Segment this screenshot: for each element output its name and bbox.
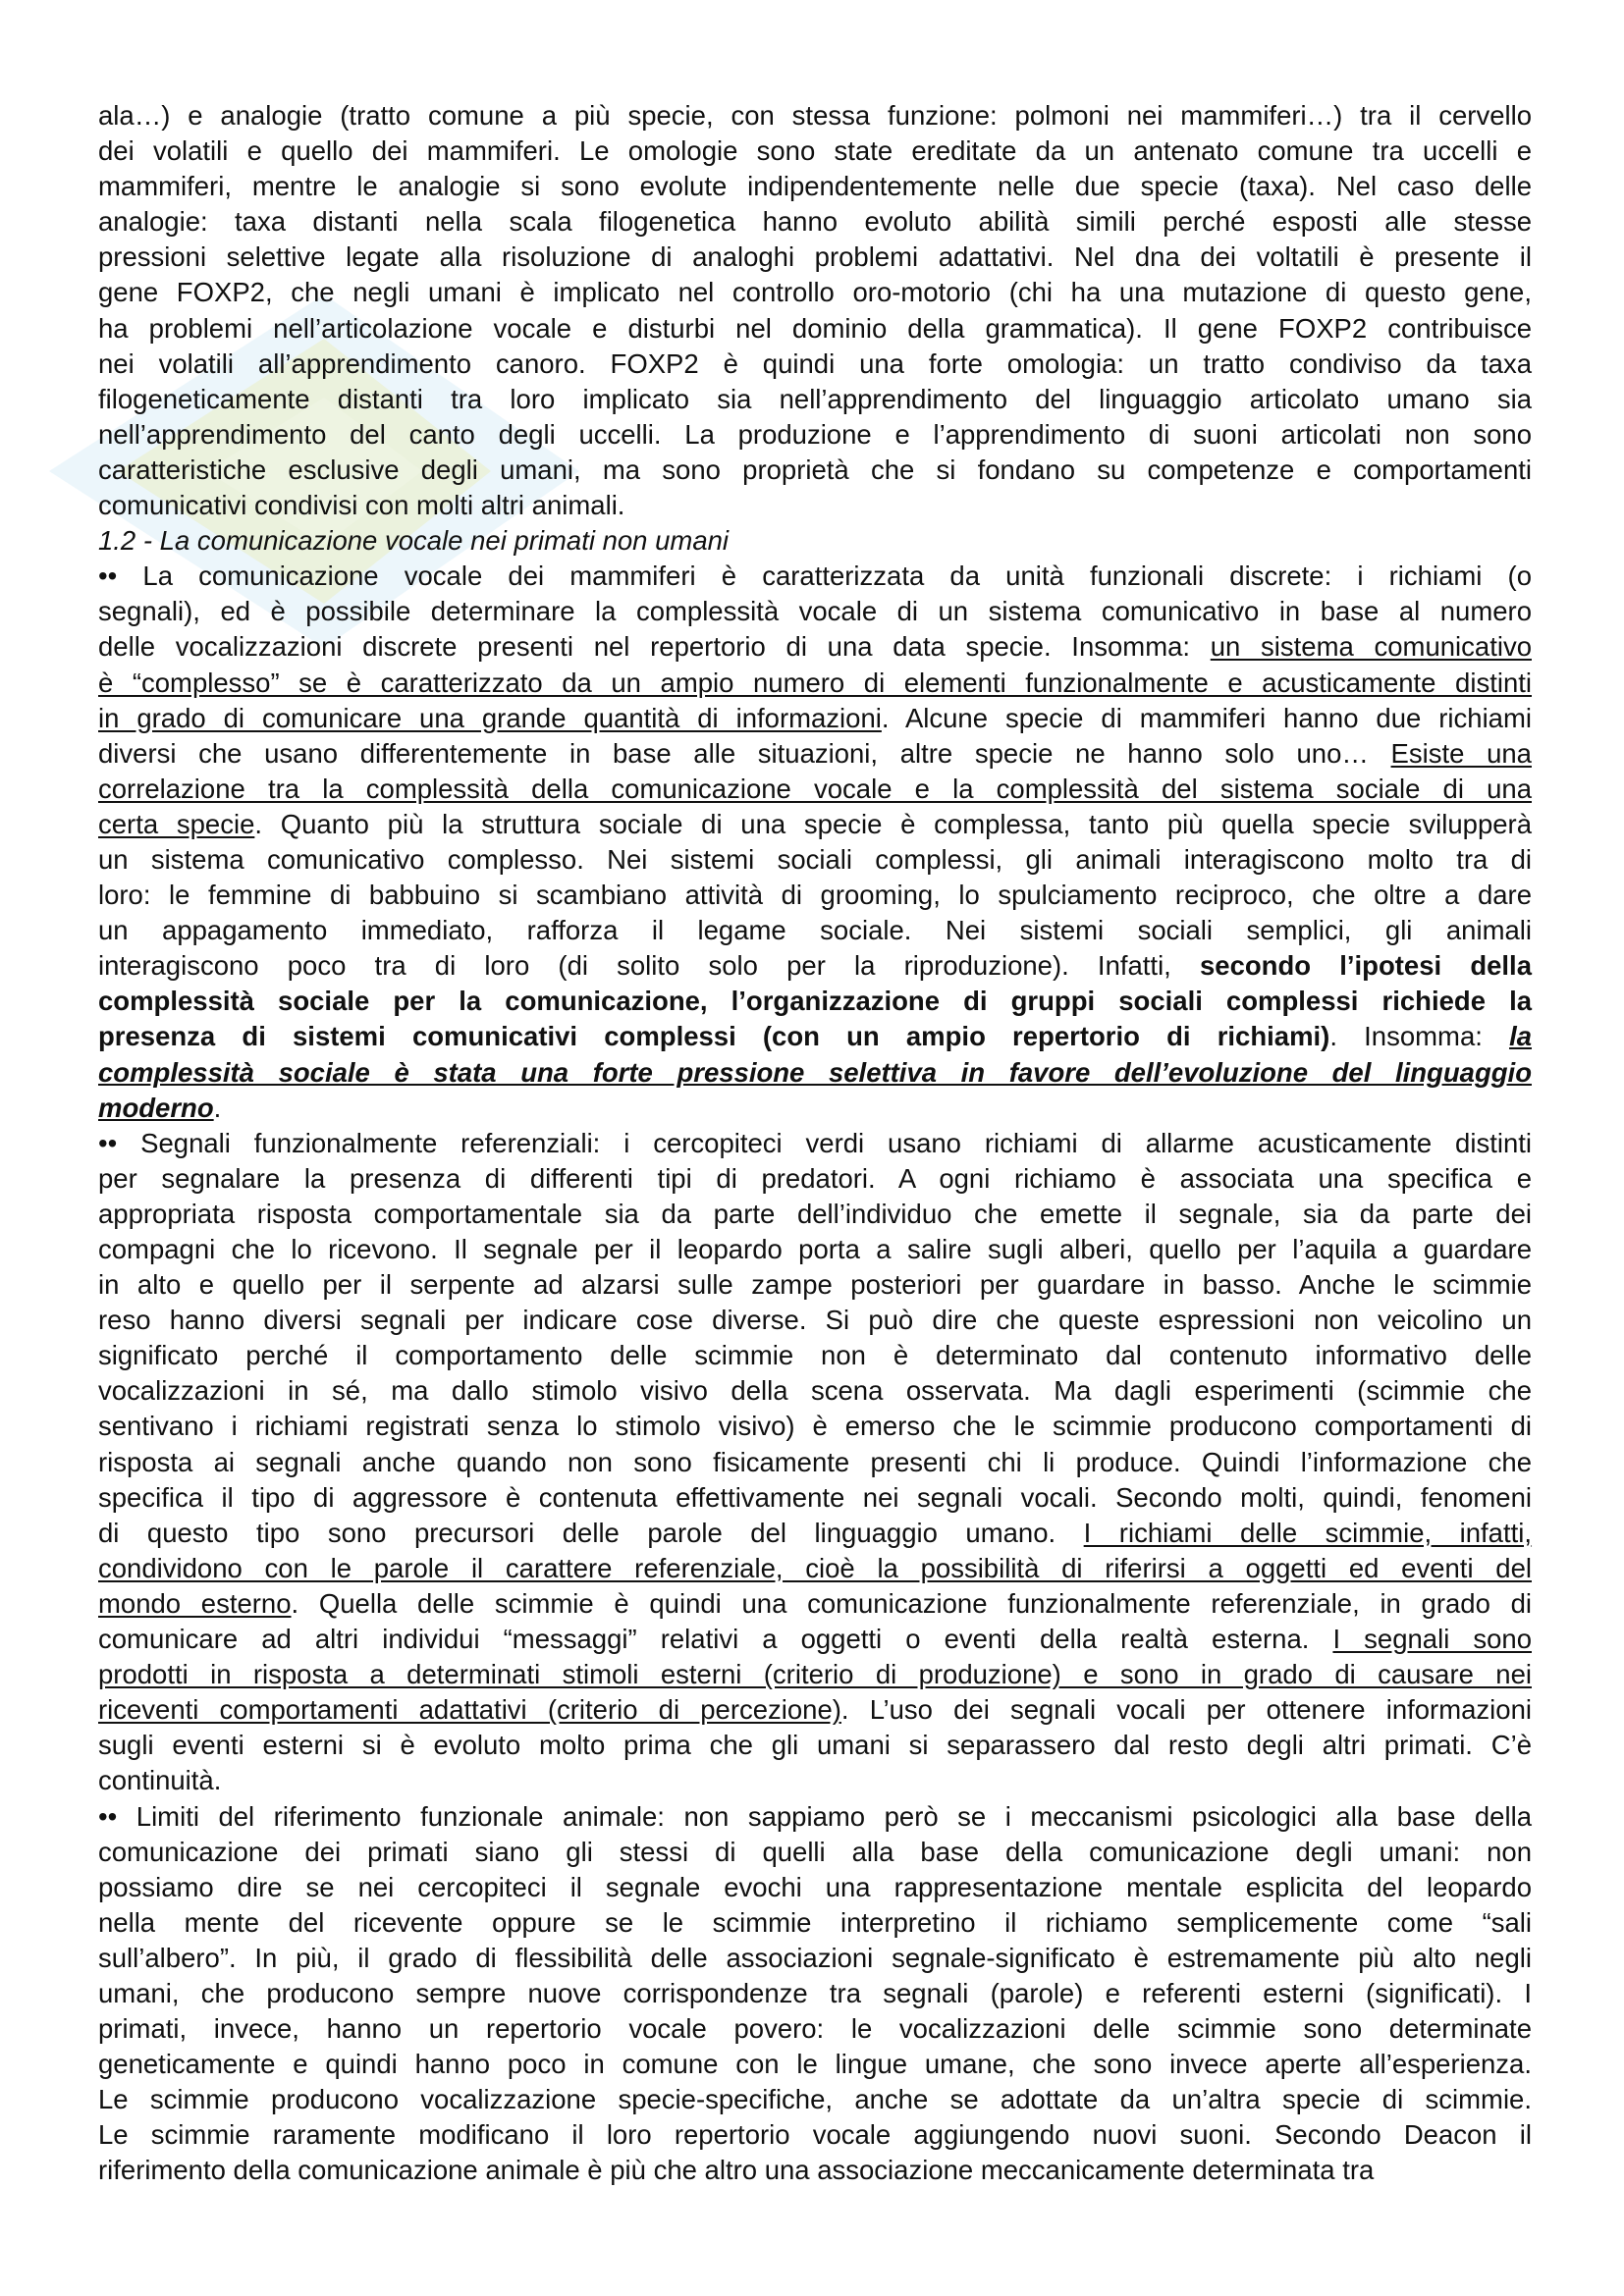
bold-italic-underlined-text: la: [1509, 1021, 1532, 1052]
text-line: [98, 629, 1532, 665]
underlined-text: mondo esterno: [98, 1587, 292, 1619]
text-span: un appagamento immediato, rafforza il legame sociale. Nei sistemi sociali semplici, gli animali: [98, 915, 1532, 946]
text-span: comunicare ad altri individui “messaggi” relativi a oggetti o eventi della realtà esterna.: [98, 1624, 1333, 1655]
text-line: [98, 1373, 1532, 1409]
text-line: [98, 98, 1532, 133]
text-span: ha problemi nell’articolazione vocale e disturbi nel dominio della grammatica). Il gene FOXP2 contribuisce: [98, 312, 1532, 344]
underlined-text: riceventi comportamenti adattativi (criterio di percezione): [98, 1694, 841, 1726]
section-heading: [98, 523, 1532, 559]
text-line: [98, 2117, 1532, 2153]
text-span: un sistema comunicativo complesso. Nei sistemi sociali complessi, gli animali interagiscono molto tra di: [98, 843, 1532, 875]
text-span: analogie: taxa distanti nella scala filogenetica hanno evoluto abilità simili perché esposti alle stesse: [98, 206, 1532, 238]
text-line: [98, 453, 1532, 488]
text-line: [98, 488, 1532, 523]
text-span: riferimento della comunicazione animale è più che altro una associazione meccanicamente determinata tra: [98, 2155, 1375, 2186]
text-span: diversi che usano differentemente in base alle situazioni, altre specie ne hanno solo uno…: [98, 737, 1391, 769]
text-span: primati, invece, hanno un repertorio vocale povero: le vocalizzazioni delle scimmie sono determinate: [98, 2013, 1532, 2045]
bold-italic-underlined-text: moderno: [98, 1092, 214, 1123]
document-page: [98, 98, 1532, 2189]
text-span: specifica il tipo di aggressore è contenuta effettivamente nei segnali vocali. Secondo molti, quindi, fenomeni: [98, 1481, 1532, 1513]
bold-text: secondo l’ipotesi della: [1200, 950, 1532, 982]
text-line: [98, 2153, 1532, 2188]
text-line: [98, 1799, 1532, 1835]
text-span: reso hanno diversi segnali per indicare cose diverse. Si può dire che queste espressioni non veicolino un: [98, 1305, 1532, 1336]
text-line: [98, 1728, 1532, 1763]
text-span: •• La comunicazione vocale dei mammiferi è caratterizzata da unità funzionali discrete: i richiami (o: [98, 561, 1532, 592]
text-line: [98, 736, 1532, 772]
text-span: Le scimmie raramente modificano il loro repertorio vocale aggiungendo nuovi suoni. Secondo Deacon il: [98, 2119, 1532, 2151]
text-line: [98, 1303, 1532, 1338]
text-line: [98, 1763, 1532, 1798]
text-line: [98, 842, 1532, 878]
underlined-text: un sistema comunicativo: [1210, 631, 1532, 663]
text-line: [98, 1161, 1532, 1197]
text-line: [98, 948, 1532, 984]
text-line: [98, 417, 1532, 453]
text-line: [98, 1941, 1532, 1976]
underlined-text: I richiami delle scimmie, infatti,: [1083, 1517, 1533, 1548]
text-span: geneticamente e quindi hanno poco in comune con le lingue umane, che sono invece aperte all’esperienza.: [98, 2049, 1532, 2080]
text-line: [98, 1622, 1532, 1657]
text-line: [98, 1445, 1532, 1480]
text-line: [98, 2011, 1532, 2047]
text-span: segnali), ed è possibile determinare la complessità vocale di un sistema comunicativo in base al numero: [98, 596, 1532, 627]
text-span: 1.2 - La comunicazione vocale nei primati non umani: [98, 525, 730, 557]
text-span: caratteristiche esclusive degli umani, ma sono proprietà che si fondano su competenze e comportamenti: [98, 454, 1532, 485]
text-line: [98, 1551, 1532, 1586]
text-span: per segnalare la presenza di differenti tipi di predatori. A ogni richiamo è associata una specifica e: [98, 1162, 1532, 1194]
text-span: pressioni selettive legate alla risoluzione di analoghi problemi adattativi. Nel dna dei voltatili è presente il: [98, 241, 1532, 273]
text-span: compagni che lo ricevono. Il segnale per il leopardo porta a salire sugli alberi, quello per l’aquila a guardare: [98, 1234, 1532, 1264]
text-line: [98, 1019, 1532, 1054]
text-line: [98, 311, 1532, 347]
text-span: appropriata risposta comportamentale sia da parte dell’individuo che emette il segnale, sia da parte dei: [98, 1198, 1532, 1229]
text-span: nella mente del ricevente oppure se le scimmie interpretino il richiamo semplicemente come “sali: [98, 1906, 1532, 1938]
underlined-text: in grado di comunicare una grande quantità di informazioni: [98, 702, 882, 733]
text-line: [98, 1516, 1532, 1551]
text-span: . Quella delle scimmie è quindi una comunicazione funzionalmente referenziale, in grado di: [291, 1587, 1532, 1619]
text-span: filogeneticamente distanti tra loro implicato sia nell’apprendimento del linguaggio articolato umano sia: [98, 383, 1532, 414]
text-line: [98, 772, 1532, 807]
text-span: nei volatili all’apprendimento canoro. FOXP2 è quindi una forte omologia: un tratto condiviso da taxa: [98, 347, 1532, 379]
text-line: [98, 240, 1532, 275]
text-line: [98, 701, 1532, 736]
text-span: Le scimmie producono vocalizzazione specie-specifiche, anche se adottate da un’altra specie di scimmie.: [98, 2084, 1532, 2115]
text-span: sugli eventi esterni si è evoluto molto prima che gli umani si separassero dal resto degli altri primati. C’è: [98, 1730, 1532, 1761]
text-span: comunicazione dei primati siano gli stessi di quelli alla base della comunicazione degli umani: non: [98, 1836, 1532, 1867]
text-line: [98, 382, 1532, 417]
text-line: [98, 1267, 1532, 1303]
bold-text: complessità sociale per la comunicazione, l’organizzazione di gruppi sociali complessi richiede la: [98, 986, 1532, 1017]
text-line: [98, 1409, 1532, 1444]
text-span: sentivano i richiami registrati senza lo stimolo visivo) è emerso che le scimmie producono comportamenti di: [98, 1411, 1532, 1442]
text-line: [98, 2082, 1532, 2117]
text-span: in alto e quello per il serpente ad alzarsi sulle zampe posteriori per guardare in basso. Anche le scimmie: [98, 1269, 1532, 1301]
text-span: . Alcune specie di mammiferi hanno due richiami: [881, 702, 1532, 733]
bold-text: presenza di sistemi comunicativi complessi (con un ampio repertorio di richiami): [98, 1021, 1330, 1052]
text-line: [98, 1976, 1532, 2011]
text-span: sull’albero”. In più, il grado di flessibilità delle associazioni segnale-significato è estremamente più alto negli: [98, 1942, 1532, 1973]
text-span: delle vocalizzazioni discrete presenti nel repertorio di una data specie. Insomma:: [98, 631, 1211, 663]
text-line: [98, 1055, 1532, 1091]
underlined-text: correlazione tra la complessità della comunicazione vocale e la complessità del sistema sociale di una: [98, 773, 1532, 804]
text-span: mammiferi, mentre le analogie si sono evolute indipendentemente nelle due specie (taxa). Nel caso delle: [98, 171, 1532, 202]
underlined-text: Esiste una: [1390, 737, 1532, 769]
text-line: [98, 984, 1532, 1019]
text-line: [98, 169, 1532, 204]
text-line: [98, 1835, 1532, 1870]
underlined-text: I segnali sono: [1332, 1624, 1532, 1655]
text-line: [98, 913, 1532, 948]
underlined-text: è “complesso” se è caratterizzato da un ampio numero di elementi funzionalmente e acusticamente distinti: [98, 667, 1532, 698]
text-span: . Insomma:: [1329, 1021, 1510, 1052]
text-span: possiamo dire se nei cercopiteci il segnale evochi una rappresentazione mentale esplicita del leopardo: [98, 1871, 1532, 1902]
text-span: •• Segnali funzionalmente referenziali: i cercopiteci verdi usano richiami di allarme acusticamente distinti: [98, 1127, 1532, 1158]
text-line: [98, 1338, 1532, 1373]
text-span: comunicativi condivisi con molti altri animali.: [98, 490, 625, 521]
text-line: [98, 1480, 1532, 1516]
text-span: . L’uso dei segnali vocali per ottenere informazioni: [840, 1694, 1532, 1726]
text-span: .: [213, 1092, 222, 1123]
underlined-text: condividono con le parole il carattere referenziale, cioè la possibilità di riferirsi a oggetti ed eventi del: [98, 1552, 1532, 1583]
text-line: [98, 594, 1532, 629]
text-line: [98, 1232, 1532, 1267]
text-span: nell’apprendimento del canto degli uccelli. La produzione e l’apprendimento di suoni articolati non sono: [98, 418, 1532, 450]
text-span: di questo tipo sono precursori delle parole del linguaggio umano.: [98, 1517, 1084, 1548]
text-line: [98, 1870, 1532, 1905]
text-span: ala…) e analogie (tratto comune a più specie, con stessa funzione: polmoni nei mammiferi…) tra il cervello: [98, 100, 1532, 131]
bold-italic-underlined-text: complessità sociale è stata una forte pressione selettiva in favore dell’evoluzione del linguaggio: [98, 1056, 1532, 1088]
text-line: [98, 204, 1532, 240]
text-line: [98, 1091, 1532, 1126]
text-line: [98, 1197, 1532, 1232]
text-span: interagiscono poco tra di loro (di solito solo per la riproduzione). Infatti,: [98, 950, 1200, 982]
text-line: [98, 559, 1532, 594]
text-span: gene FOXP2, che negli umani è implicato nel controllo oro-motorio (chi ha una mutazione di questo gene,: [98, 277, 1532, 308]
text-line: [98, 1657, 1532, 1692]
text-line: [98, 666, 1532, 701]
text-line: [98, 2047, 1532, 2082]
text-line: [98, 878, 1532, 913]
text-line: [98, 1905, 1532, 1941]
text-line: [98, 807, 1532, 842]
underlined-text: certa specie: [98, 808, 255, 839]
text-span: dei volatili e quello dei mammiferi. Le omologie sono state ereditate da un antenato comune tra uccelli e: [98, 135, 1532, 167]
text-line: [98, 133, 1532, 169]
underlined-text: prodotti in risposta a determinati stimoli esterni (criterio di produzione) e sono in grado di causare nei: [98, 1659, 1532, 1690]
text-line: [98, 1586, 1532, 1622]
text-line: [98, 1126, 1532, 1161]
text-span: vocalizzazioni in sé, ma dallo stimolo visivo della scena osservata. Ma dagli esperimenti (scimmie che: [98, 1375, 1532, 1407]
text-line: [98, 1692, 1532, 1728]
text-span: significato perché il comportamento delle scimmie non è determinato dal contenuto informativo delle: [98, 1340, 1532, 1371]
text-span: •• Limiti del riferimento funzionale animale: non sappiamo però se i meccanismi psicologici alla base della: [98, 1800, 1532, 1832]
text-span: . Quanto più la struttura sociale di una specie è complessa, tanto più quella specie svilupperà: [254, 808, 1532, 839]
text-span: loro: le femmine di babbuino si scambiano attività di grooming, lo spulciamento reciproco, che oltre a dare: [98, 880, 1532, 911]
text-span: umani, che producono sempre nuove corrispondenze tra segnali (parole) e referenti esterni (significati). I: [98, 1977, 1532, 2008]
text-line: [98, 275, 1532, 310]
text-span: risposta ai segnali anche quando non sono fisicamente presenti chi li produce. Quindi l’informazione che: [98, 1446, 1532, 1477]
text-span: continuità.: [98, 1765, 222, 1796]
text-line: [98, 347, 1532, 382]
